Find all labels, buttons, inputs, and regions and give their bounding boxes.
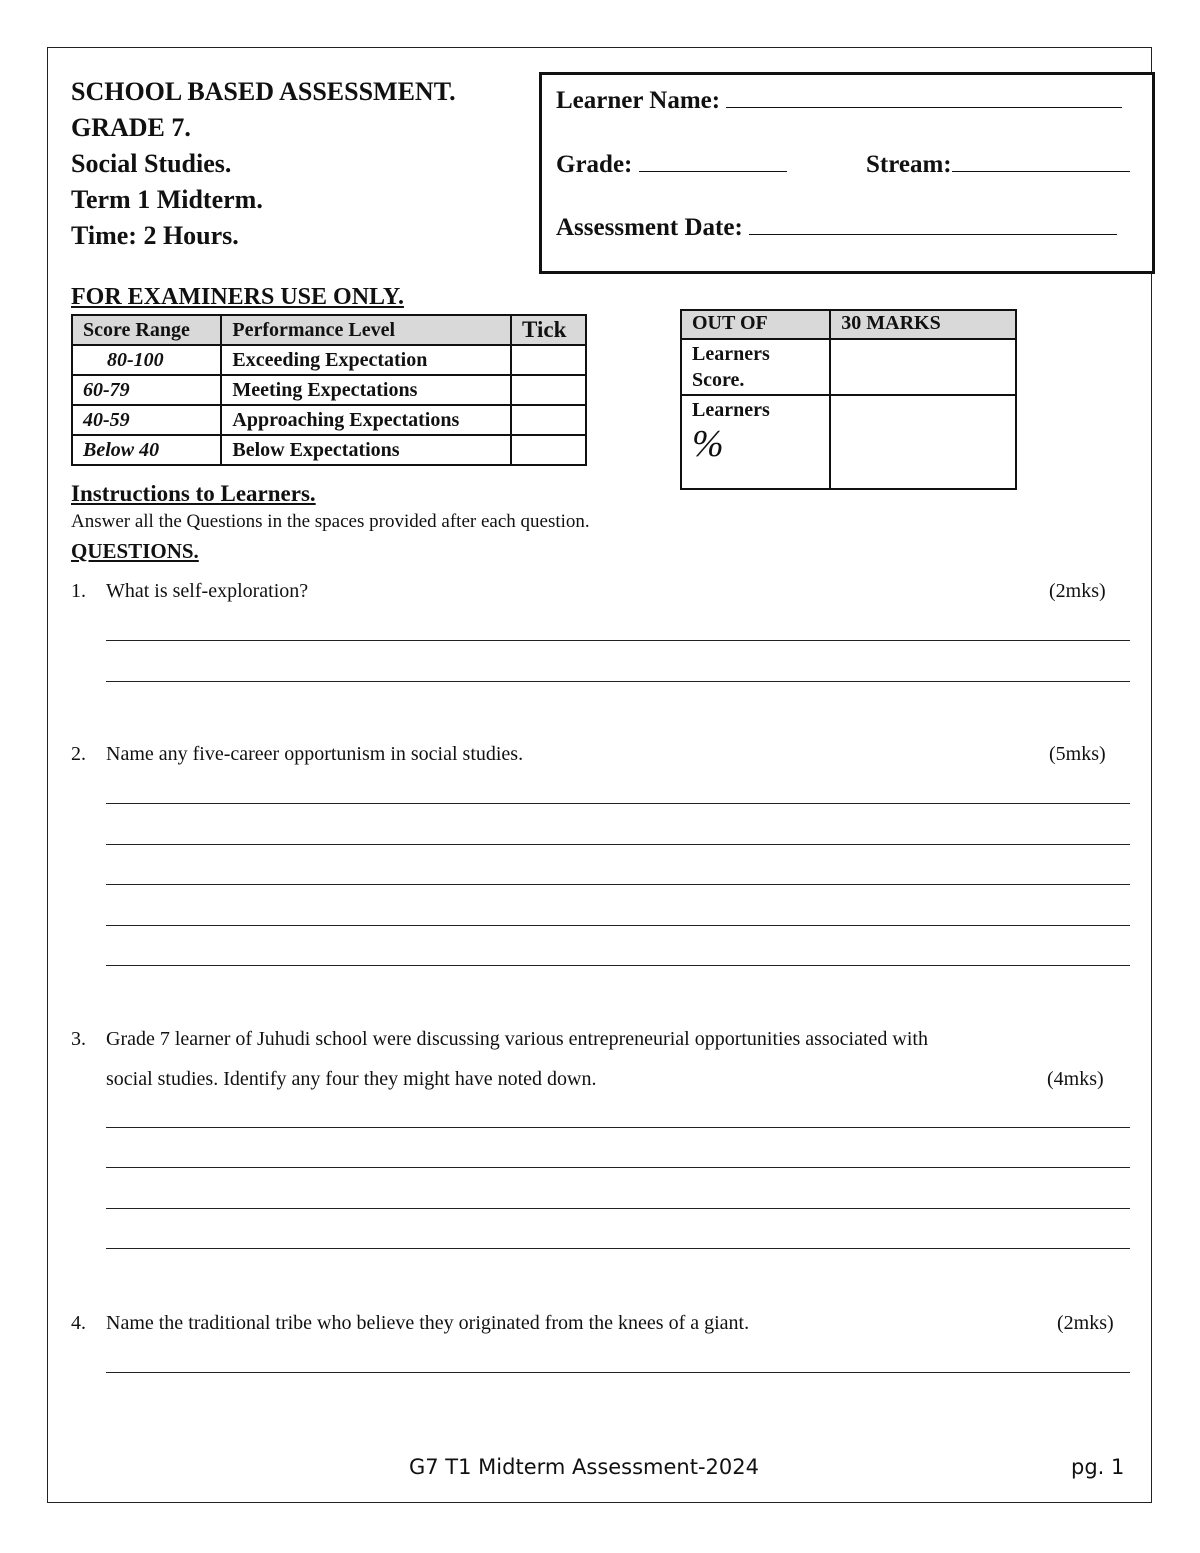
stream-label: Stream: (866, 151, 952, 178)
assessment-header (71, 74, 456, 254)
table-row (72, 375, 586, 405)
col-score-range: Score Range (72, 315, 221, 345)
question-marks: (4mks) (1047, 1068, 1104, 1090)
answer-line[interactable] (106, 1127, 1130, 1128)
instructions-title: Instructions to Learners. (71, 481, 316, 506)
question-text: Grade 7 learner of Juhudi school were discussing various entrepreneurial opportunities associated with (106, 1028, 928, 1050)
tick-cell[interactable] (511, 345, 586, 375)
percent-sign: % (692, 423, 724, 465)
question-number: 4. (71, 1312, 86, 1334)
marks-table (680, 309, 1017, 490)
question-marks: (2mks) (1057, 1312, 1114, 1334)
grade-label: Grade: (556, 151, 633, 178)
performance-level-cell: Meeting Expectations (221, 375, 511, 405)
answer-line[interactable] (106, 1208, 1130, 1209)
answer-line[interactable] (106, 1167, 1130, 1168)
performance-table (71, 314, 587, 466)
out-of-label: OUT OF (681, 310, 830, 339)
score-range-cell: 80-100 (72, 345, 221, 375)
answer-line[interactable] (106, 681, 1130, 682)
questions-title: QUESTIONS. (71, 539, 199, 563)
learner-score-row (681, 339, 1016, 395)
answer-line[interactable] (106, 925, 1130, 926)
answer-line[interactable] (106, 965, 1130, 966)
grade-field[interactable] (639, 149, 787, 172)
answer-line[interactable] (106, 1248, 1130, 1249)
stream-field[interactable] (952, 149, 1130, 172)
learner-name-field[interactable] (726, 85, 1122, 108)
tick-cell[interactable] (511, 435, 586, 465)
question-number: 3. (71, 1028, 86, 1050)
examiners-title: FOR EXAMINERS USE ONLY. (71, 284, 404, 310)
footer-page-number: pg. 1 (1071, 1455, 1125, 1479)
score-range-cell: Below 40 (72, 435, 221, 465)
stream-row (866, 149, 1130, 179)
header-grade: GRADE 7. (71, 113, 191, 142)
score-range-cell: 40-59 (72, 405, 221, 435)
answer-line[interactable] (106, 844, 1130, 845)
learner-percent-label: Learners (692, 399, 770, 421)
learner-score-cell[interactable] (830, 339, 1016, 395)
question-text-continued: social studies. Identify any four they might have noted down. (106, 1068, 597, 1090)
answer-line[interactable] (106, 640, 1130, 641)
learner-score-label: Learners Score. (681, 339, 830, 395)
question-text: Name any five-career opportunism in social studies. (106, 743, 524, 765)
question-text: What is self-exploration? (106, 580, 309, 602)
table-row (72, 345, 586, 375)
footer-title: G7 T1 Midterm Assessment-2024 (409, 1455, 759, 1479)
assessment-date-field[interactable] (749, 212, 1117, 235)
score-range-cell: 60-79 (72, 375, 221, 405)
question-number: 2. (71, 743, 86, 765)
col-performance-level: Performance Level (221, 315, 511, 345)
performance-level-cell: Exceeding Expectation (221, 345, 511, 375)
learner-percent-label-cell (681, 395, 830, 489)
header-time: Time: 2 Hours. (71, 221, 239, 250)
grade-row (556, 149, 787, 179)
col-tick: Tick (511, 315, 586, 345)
question-marks: (5mks) (1049, 743, 1106, 765)
header-term: Term 1 Midterm. (71, 185, 263, 214)
instructions-text: Answer all the Questions in the spaces provided after each question. (71, 511, 590, 532)
marks-header-row (681, 310, 1016, 339)
table-row (72, 405, 586, 435)
header-title: SCHOOL BASED ASSESSMENT. (71, 77, 456, 106)
performance-level-cell: Below Expectations (221, 435, 511, 465)
question-marks: (2mks) (1049, 580, 1106, 602)
learner-name-label: Learner Name: (556, 87, 721, 114)
header-subject: Social Studies. (71, 149, 232, 178)
answer-line[interactable] (106, 884, 1130, 885)
answer-line[interactable] (106, 1372, 1130, 1373)
learner-name-row (556, 85, 1122, 115)
question-number: 1. (71, 580, 86, 602)
tick-cell[interactable] (511, 375, 586, 405)
learner-info-box (539, 72, 1155, 274)
performance-level-cell: Approaching Expectations (221, 405, 511, 435)
learner-percent-row (681, 395, 1016, 489)
total-marks-label: 30 MARKS (830, 310, 1016, 339)
table-row (72, 435, 586, 465)
tick-cell[interactable] (511, 405, 586, 435)
assessment-date-row (556, 212, 1117, 242)
answer-line[interactable] (106, 803, 1130, 804)
assessment-date-label: Assessment Date: (556, 214, 743, 241)
learner-percent-cell[interactable] (830, 395, 1016, 489)
table-header-row (72, 315, 586, 345)
question-text: Name the traditional tribe who believe they originated from the knees of a giant. (106, 1312, 750, 1334)
